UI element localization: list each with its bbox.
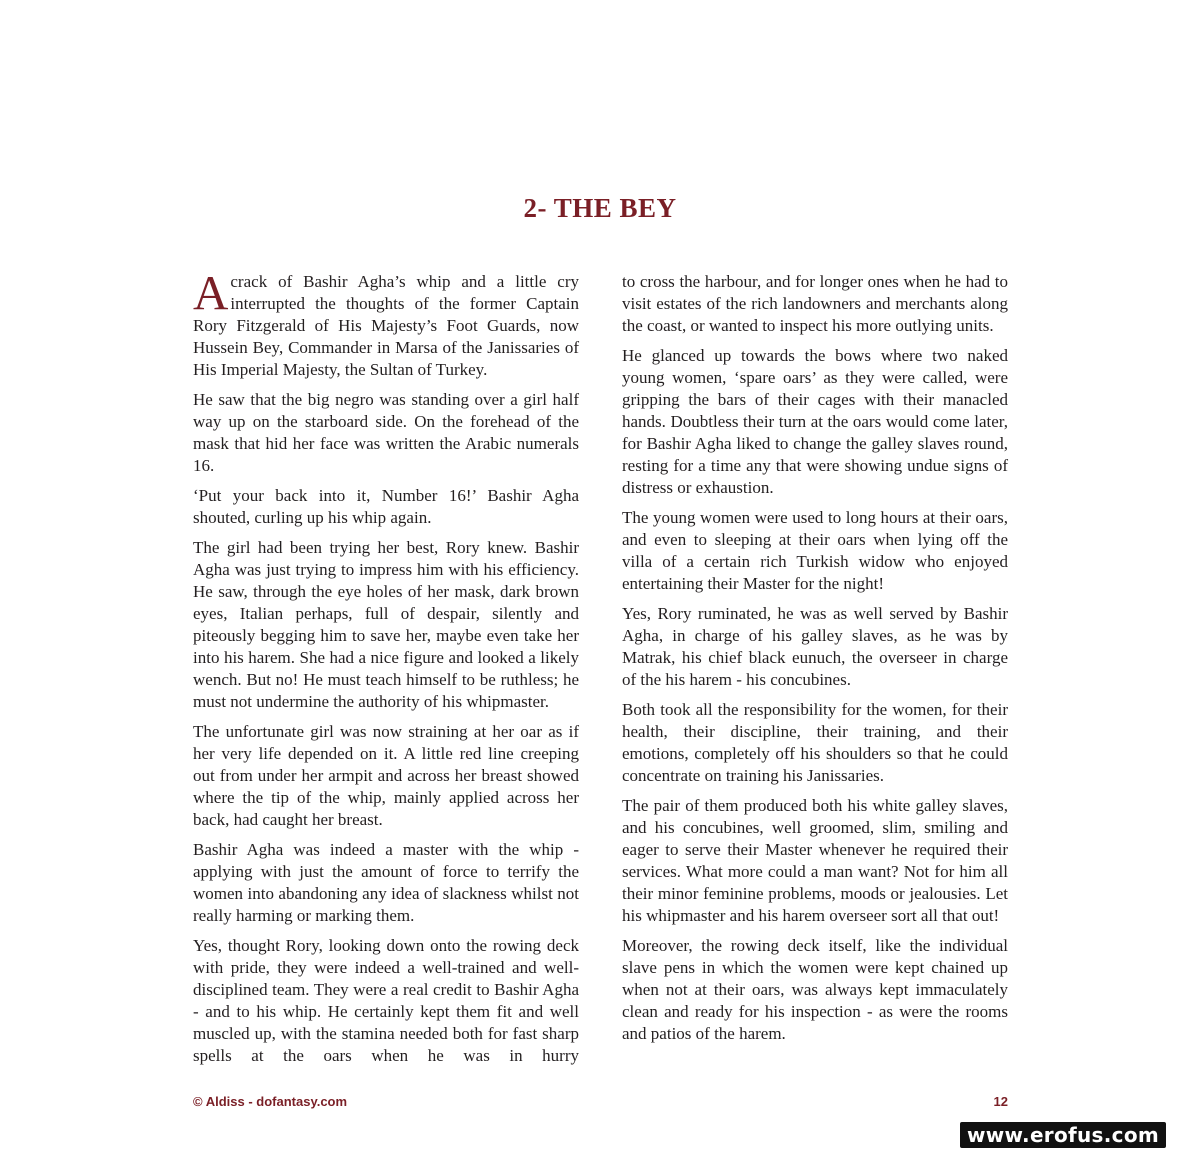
paragraph: The pair of them produced both his white galley slaves, and his concubines, well groomed, slim, smiling and eager to serve their Master whenever he required their services. What more could a man want? Not for him all their minor feminine problems, moods or jealousies. Let his whipmaster and his harem overseer sort all that out! xyxy=(622,796,1008,925)
paragraph: He glanced up towards the bows where two naked young women, ‘spare oars’ as they were called, were gripping the bars of their cages with their manacled hands. Doubtless their turn at the oars would come later, for Bashir Agha liked to change the galley slaves round, resting for a time any that were showing undue signs of distress or exhaustion. xyxy=(622,346,1008,497)
left-column xyxy=(193,265,579,1075)
copyright-notice: © Aldiss - dofantasy.com xyxy=(193,1094,348,1109)
opening-paragraph-text: crack of Bashir Agha’s whip and a little cry interrupted the thoughts of the former Captain Rory Fitzgerald of His Majesty’s Foot Guards, now Hussein Bey, Commander in Marsa of the Janissaries of His Imperial Majesty, the Sultan of Turkey. xyxy=(193,272,579,379)
chapter-title: 2- THE BEY xyxy=(523,193,677,223)
drop-cap: A xyxy=(193,265,229,320)
paragraph: The young women were used to long hours at their oars, and even to sleeping at their oars when lying off the villa of a certain rich Turkish widow who enjoyed entertaining their Master for the night! xyxy=(622,508,1008,593)
paragraph: to cross the harbour, and for longer ones when he had to visit estates of the rich landowners and merchants along the coast, or wanted to inspect his more outlying units. xyxy=(622,272,1008,335)
paragraph: The unfortunate girl was now straining at her oar as if her very life depended on it. A little red line creeping out from under her armpit and across her breast showed where the tip of the whip, mainly applied across her back, had caught her breast. xyxy=(193,722,579,829)
watermark-link[interactable]: www.erofus.com xyxy=(960,1122,1166,1148)
paragraph: Yes, Rory ruminated, he was as well served by Bashir Agha, in charge of his galley slaves, as he was by Matrak, his chief black eunuch, the overseer in charge of the his harem - his concubines. xyxy=(622,604,1008,689)
opening-paragraph xyxy=(193,265,579,381)
paragraph: ‘Put your back into it, Number 16!’ Bashir Agha shouted, curling up his whip again. xyxy=(193,486,579,528)
page-number: 12 xyxy=(993,1094,1008,1109)
paragraph: Yes, thought Rory, looking down onto the rowing deck with pride, they were indeed a well-trained and well-disciplined team. They were a real credit to Bashir Agha - and to his whip. He certainly kept them fit and well muscled up, with the stamina needed both for fast sharp spells at the oars when he was in hurry xyxy=(193,936,579,1065)
right-column xyxy=(622,271,1008,1053)
paragraph: The girl had been trying her best, Rory knew. Bashir Agha was just trying to impress him with his efficiency. He saw, through the eye holes of her mask, dark brown eyes, Italian perhaps, full of despair, silently and piteously begging him to save her, maybe even take her into his harem. She had a nice figure and looked a likely wench. But no! He must teach himself to be ruthless; he must not undermine the authority of his whipmaster. xyxy=(193,538,579,711)
paragraph: Both took all the responsibility for the women, for their health, their discipline, their training, and their emotions, completely off his shoulders so that he could concentrate on training his Janissaries. xyxy=(622,700,1008,786)
paragraph: He saw that the big negro was standing over a girl half way up on the starboard side. On the forehead of the mask that hid her face was written the Arabic numerals 16. xyxy=(193,390,579,475)
paragraph: Moreover, the rowing deck itself, like the individual slave pens in which the women were kept chained up when not at their oars, was always kept immaculately clean and ready for his inspection - as were the rooms and patios of the harem. xyxy=(622,936,1008,1043)
paragraph: Bashir Agha was indeed a master with the whip - applying with just the amount of force to terrify the women into abandoning any idea of slackness whilst not really harming or marking them. xyxy=(193,840,579,925)
